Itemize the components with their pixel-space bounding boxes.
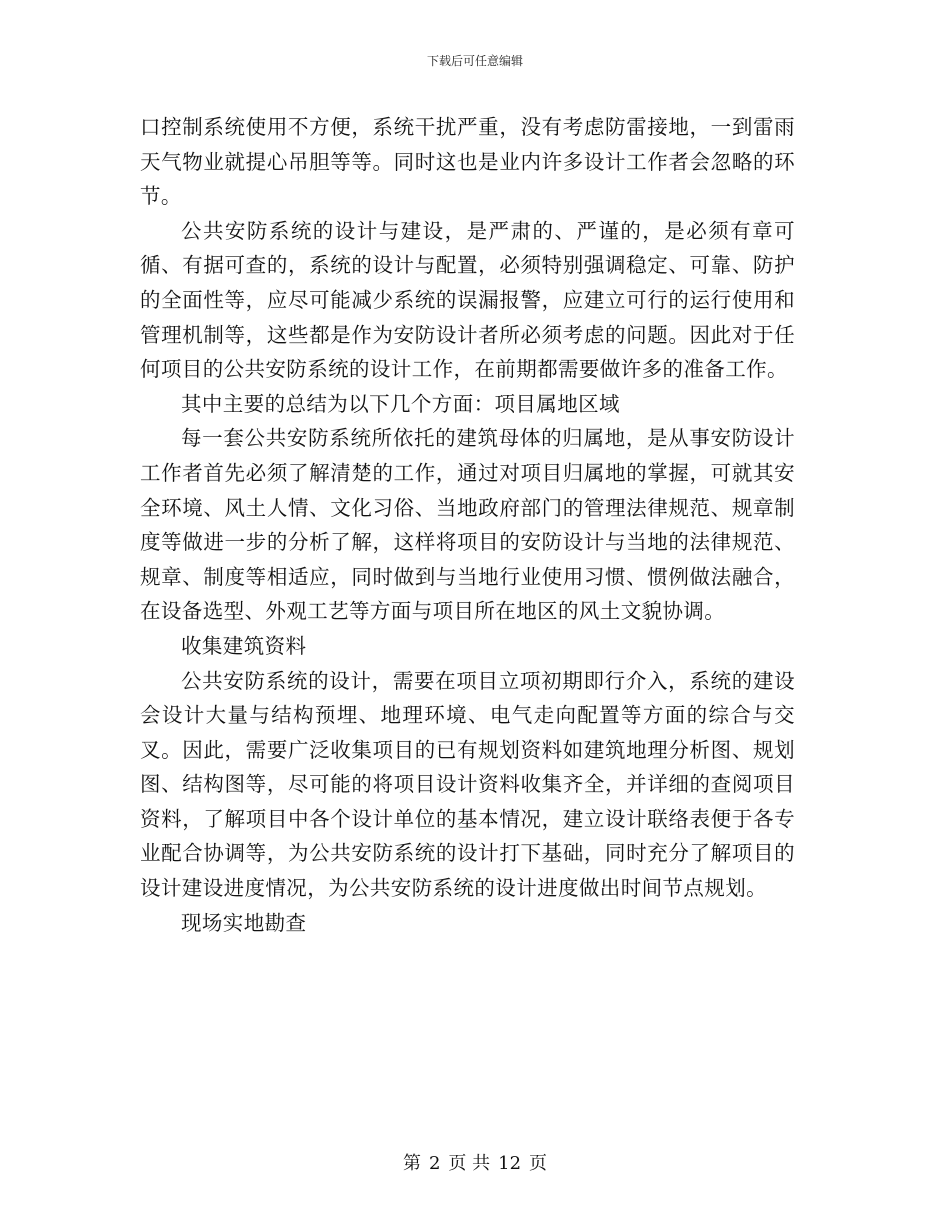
footer-page-number: 2 (428, 1153, 441, 1174)
document-body (140, 110, 795, 940)
paragraph-4: 每一套公共安防系统所依托的建筑母体的归属地，是从事安防设计工作者首先必须了解清楚的工作，通过对项目归属地的掌握，可就其安全环境、风土人情、文化习俗、当地政府部门的管理法律规范、规章制度等做进一步的分析了解，这样将项目的安防设计与当地的法律规范、规章、制度等相适应，同时做到与当地行业使用习惯、惯例做法融合，在设备选型、外观工艺等方面与项目所在地区的风土文貌协调。 (140, 426, 795, 624)
page-footer (0, 1152, 950, 1176)
footer-total-pages: 12 (498, 1153, 522, 1174)
paragraph-2: 公共安防系统的设计与建设，是严肃的、严谨的，是必须有章可循、有据可查的，系统的设计与配置，必须特别强调稳定、可靠、防护的全面性等，应尽可能减少系统的误漏报警，应建立可行的运行使用和管理机制等，这些都是作为安防设计者所必须考虑的问题。因此对于任何项目的公共安防系统的设计工作，在前期都需要做许多的准备工作。 (140, 218, 795, 382)
section-heading-collect-building-data: 收集建筑资料 (181, 633, 307, 658)
paragraph-3-summary-heading: 其中主要的总结为以下几个方面：项目属地区域 (181, 391, 620, 416)
footer-middle: 页 共 (448, 1153, 491, 1174)
page-header: 下载后可任意编辑 (426, 54, 523, 68)
paragraph-6: 公共安防系统的设计，需要在项目立项初期即行介入，系统的建设会设计大量与结构预埋、地理环境、电气走向配置等方面的综合与交叉。因此，需要广泛收集项目的已有规划资料如建筑地理分析图、规划图、结构图等，尽可能的将项目设计资料收集齐全，并详细的查阅项目资料，了解项目中各个设计单位的基本情况，建立设计联络表便于各专业配合协调等，为公共安防系统的设计打下基础，同时充分了解项目的设计建设进度情况，为公共安防系统的设计进度做出时间节点规划。 (140, 668, 795, 901)
footer-suffix: 页 (529, 1153, 548, 1174)
section-heading-site-survey: 现场实地勘查 (181, 910, 307, 935)
paragraph-1: 口控制系统使用不方便，系统干扰严重，没有考虑防雷接地，一到雷雨天气物业就提心吊胆等等。同时这也是业内许多设计工作者会忽略的环节。 (140, 115, 795, 209)
footer-prefix: 第 (402, 1153, 421, 1174)
